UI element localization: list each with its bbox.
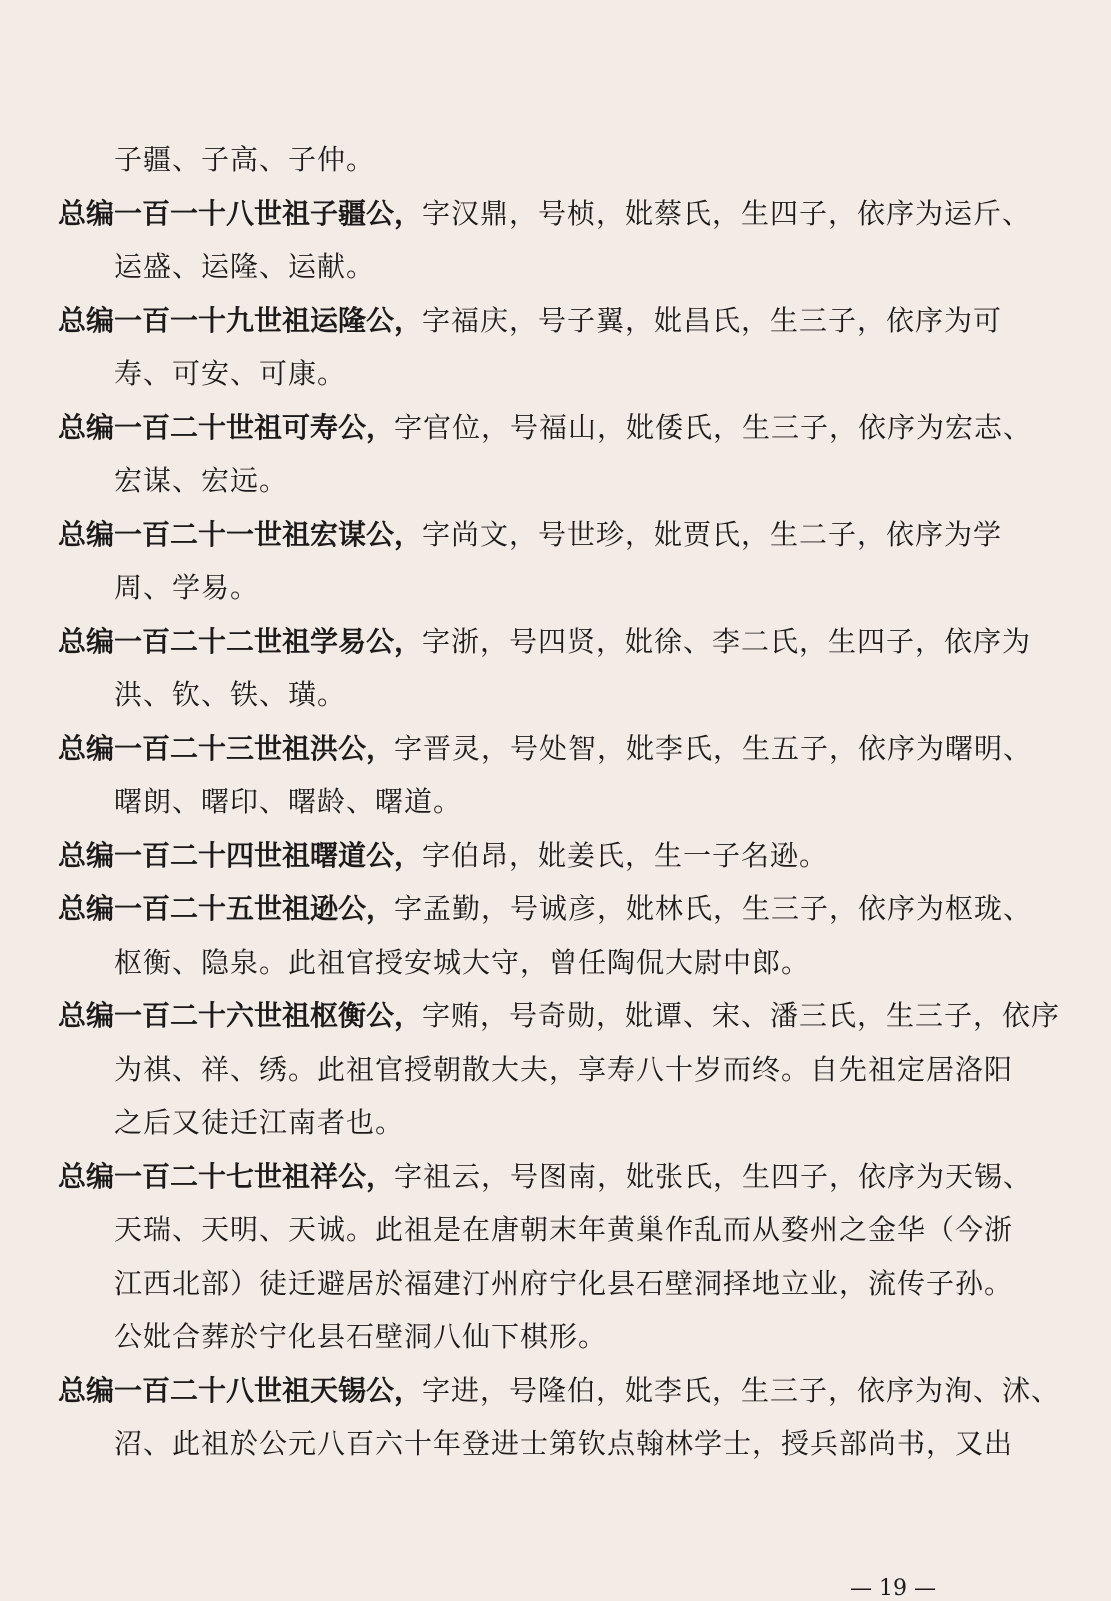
- text-line-entry: [58, 401, 1033, 455]
- line-text: 枢衡、隐泉。此祖官授安城大守，曾任陶侃大尉中郎。: [114, 945, 811, 979]
- text-line-entry: [58, 829, 988, 883]
- text-line-entry: [58, 1150, 1033, 1204]
- text-line-continuation: [58, 1257, 1014, 1311]
- line-text: 字祖云，号图南，妣张氏，生四子，依序为天锡、: [394, 1159, 1033, 1193]
- ancestor-heading: 总编一百二十二世祖学易公，: [58, 624, 423, 658]
- line-text: 运盛、运隆、运献。: [114, 250, 376, 283]
- line-text: 字孟勤，号诚彦，妣林氏，生三子，依序为枢珑、: [394, 892, 1033, 925]
- line-text: 周、学易。: [114, 571, 260, 604]
- line-text: 公妣合葬於宁化县石壁洞八仙下棋形。: [114, 1320, 608, 1353]
- ancestor-heading: 总编一百二十世祖可寿公，: [58, 410, 395, 444]
- ancestor-heading: 总编一百二十八世祖天锡公，: [58, 1373, 423, 1407]
- line-text: 字福庆，号子翼，妣昌氏，生三子，依序为可: [422, 303, 1003, 337]
- line-text: 字汉鼎，号桢，妣蔡氏，生四子，依序为运斤、: [422, 196, 1032, 230]
- line-text: 洪、钦、铁、璜。: [114, 678, 347, 711]
- text-line-continuation: [58, 347, 988, 401]
- text-line-continuation: [58, 133, 988, 187]
- line-text: 字晋灵，号处智，妣李氏，生五子，依序为曙明、: [394, 731, 1033, 765]
- text-line-continuation: [58, 1043, 1014, 1097]
- ancestor-heading: 总编一百二十六世祖枢衡公，: [58, 999, 423, 1032]
- text-line-continuation: [58, 561, 988, 615]
- text-line-continuation: [58, 1203, 1014, 1257]
- line-text: 寿、可安、可康。: [114, 357, 347, 390]
- line-text: 字官位，号福山，妣倭氏，生三子，依序为宏志、: [394, 410, 1033, 444]
- text-line-continuation: [58, 1417, 1014, 1471]
- line-text: 为祺、祥、绣。此祖官授朝散大夫，享寿八十岁而终。自先祖定居洛阳: [114, 1052, 1014, 1086]
- ancestor-heading: 总编一百二十一世祖宏谋公，: [58, 517, 423, 551]
- text-line-continuation: [58, 1310, 988, 1364]
- text-line-entry: [58, 508, 1003, 562]
- ancestor-heading: 总编一百二十三世祖洪公，: [58, 731, 395, 765]
- text-line-entry: [58, 989, 1061, 1043]
- ancestor-heading: 总编一百二十七世祖祥公，: [58, 1159, 395, 1193]
- line-text: 字贿，号奇勋，妣谭、宋、潘三氏，生三子，依序: [422, 999, 1061, 1032]
- ancestor-heading: 总编一百一十九世祖运隆公，: [58, 303, 423, 337]
- line-text: 字尚文，号世珍，妣贾氏，生二子，依序为学: [422, 517, 1003, 551]
- text-line-entry: [58, 187, 1032, 241]
- ancestor-heading: 总编一百一十八世祖子疆公，: [58, 196, 423, 230]
- text-line-continuation: [58, 668, 988, 722]
- line-text: 子疆、子高、子仲。: [114, 143, 376, 176]
- line-text: 天瑞、天明、天诚。此祖是在唐朝末年黄巢作乱而从婺州之金华（今浙: [114, 1213, 1014, 1246]
- line-text: 曙朗、曙印、曙龄、曙道。: [114, 785, 463, 818]
- text-line-continuation: [58, 240, 988, 294]
- text-line-continuation: [58, 936, 988, 990]
- text-line-entry: [58, 882, 1033, 936]
- line-text: 宏谋、宏远。: [114, 464, 289, 497]
- ancestor-heading: 总编一百二十四世祖曙道公，: [58, 838, 423, 872]
- line-text: 之后又徒迁江南者也。: [114, 1106, 405, 1139]
- text-line-entry: [58, 615, 1032, 669]
- line-text: 江西北部）徒迁避居於福建汀州府宁化县石壁洞择地立业，流传子孙。: [114, 1266, 1014, 1300]
- text-line-entry: [58, 1364, 1061, 1418]
- genealogy-text: [58, 133, 1061, 1471]
- text-line-entry: [58, 722, 1033, 776]
- text-line-entry: [58, 294, 1003, 348]
- line-text: 字伯昂，妣姜氏，生一子名逊。: [422, 838, 829, 872]
- line-text: 字浙，号四贤，妣徐、李二氏，生四子，依序为: [422, 624, 1032, 658]
- text-line-continuation: [58, 454, 988, 508]
- text-line-continuation: [58, 775, 988, 829]
- line-text: 字进，号隆伯，妣李氏，生三子，依序为洵、沭、: [422, 1373, 1061, 1407]
- text-line-continuation: [58, 1096, 988, 1150]
- ancestor-heading: 总编一百二十五世祖逊公，: [58, 892, 395, 925]
- line-text: 沼、此祖於公元八百六十年登进士第钦点翰林学士，授兵部尚书，又出: [114, 1427, 1014, 1460]
- page-number-text: — 19 —: [850, 1576, 936, 1601]
